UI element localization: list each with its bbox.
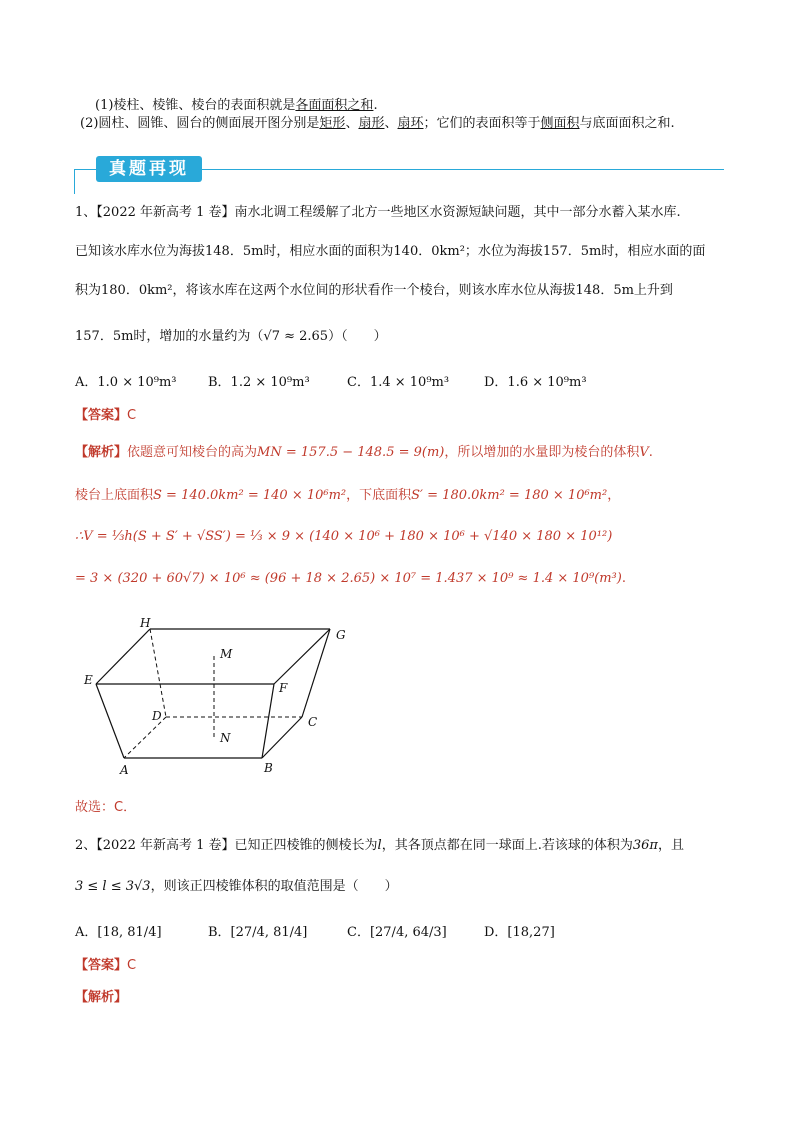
q1-analysis-line-1 [75,444,653,462]
analysis-math: V [639,445,649,460]
q1-conclusion: 故选：C． [75,800,137,815]
q2-text: 2、【2022 年新高考 1 卷】已知正四棱锥的侧棱长为 [75,838,378,853]
intro-underlined-text: 扇形 [358,116,385,131]
label-H: H [140,616,151,630]
q1-line-1: 1、【2022 年新高考 1 卷】南水北调工程缓解了北方一些地区水资源短缺问题，其中一部分水蓄入某水库. [75,205,681,220]
q1-line-3: 积为180．0km²，将该水库在这两个水位间的形状看作一个棱台，则该水库水位从海拔148．5m上升到 [75,283,673,298]
label-G: G [336,628,346,642]
analysis-text: ，所以增加的水量即为棱台的体积 [444,445,640,460]
q2-analysis-line [75,989,127,1007]
q2-text: ，则该正四棱锥体积的取值范围是（ ） [150,879,398,894]
intro-text: 、 [384,116,398,131]
intro-underlined-text: 各面面积之和 [295,98,374,113]
q2-line-2 [75,878,398,896]
analysis-text: ， [607,488,621,503]
q2-math: 3 ≤ l ≤ 3√3 [75,879,151,894]
analysis-text: 依题意可知棱台的高为 [127,445,258,460]
edge-EH [96,629,150,684]
intro-line-1 [95,97,378,115]
analysis-tag: 【解析】 [75,445,128,460]
intro-underlined-text: 侧面积 [540,116,580,131]
intro-text: 与底面面积之和. [579,116,675,131]
q1-analysis-line-2 [75,487,620,505]
analysis-text: . [621,571,626,586]
answer-value: C [127,408,137,423]
intro-underlined-text: 扇环 [397,116,424,131]
edge-HD [150,629,166,717]
q1-line-4: 157．5m时，增加的水量约为（√7 ≈ 2.65）（ ） [75,329,387,344]
intro-text: . [373,98,378,113]
intro-text: ；它们的表面积等于 [423,116,541,131]
q2-math: 36π [632,838,658,853]
q2-choice-c: C．[27/4, 64/3] [347,925,447,940]
intro-underlined-text: 矩形 [319,116,346,131]
answer-tag: 【答案】 [75,958,128,973]
label-B: B [264,761,273,775]
label-D: D [152,709,162,723]
section-header [68,150,724,194]
q1-analysis-line-3: ∴V = ⅓h(S + S′ + √SS′) = ⅓ × 9 × (140 × 10⁶ + 180 × 10⁶ + √140 × 180 × 10¹²) [75,529,613,544]
frustum-figure [80,612,360,782]
q2-choice-d: D．[18,27] [484,925,555,940]
edge-EA [96,684,124,758]
q2-line-1 [75,837,684,855]
analysis-text: ，下底面积 [346,488,412,503]
label-F: F [279,681,288,695]
q1-choice-d: D．1.6 × 10⁹m³ [484,375,587,390]
analysis-math: MN = 157.5 − 148.5 = 9(m) [257,445,445,460]
section-title: 真题再现 [109,159,189,179]
intro-line-2 [80,115,675,133]
q2-text: ，且 [657,838,684,853]
label-E: E [84,673,93,687]
label-C: C [308,715,318,729]
analysis-text: . [648,445,653,460]
q2-choice-a: A．[18, 81/4] [75,925,162,940]
analysis-tag: 【解析】 [75,990,128,1005]
q2-answer-line [75,957,136,975]
intro-text: 、 [345,116,359,131]
section-bracket [74,169,97,194]
q1-analysis-line-4 [75,570,626,588]
edge-DA [124,717,166,758]
q1-choice-a: A．1.0 × 10⁹m³ [75,375,177,390]
q1-choice-c: C．1.4 × 10⁹m³ [347,375,450,390]
answer-value: C [127,958,137,973]
analysis-math: S = 140.0km² = 140 × 10⁶m² [153,488,347,503]
label-N: N [220,731,231,745]
label-A: A [120,763,129,777]
q2-math: l [377,838,382,853]
q1-choice-b: B．1.2 × 10⁹m³ [208,375,310,390]
q2-text: ，其各顶点都在同一球面上.若该球的体积为 [381,838,633,853]
q1-line-2: 已知该水库水位为海拔148．5m时，相应水面的面积为140．0km²；水位为海拔157．5m时，相应水面的面 [75,244,706,259]
analysis-math: = 3 × (320 + 60√7) × 10⁶ ≈ (96 + 18 × 2.65) × 10⁷ = 1.437 × 10⁹ ≈ 1.4 × 10⁹(m³) [75,571,622,586]
label-M: M [220,647,233,661]
answer-tag: 【答案】 [75,408,128,423]
intro-text: (1)棱柱、棱锥、棱台的表面积就是 [95,98,296,113]
section-tab [96,156,202,182]
intro-text: (2)圆柱、圆锥、圆台的侧面展开图分别是 [80,116,320,131]
analysis-math: S′ = 180.0km² = 180 × 10⁶m² [411,488,608,503]
analysis-text: 棱台上底面积 [75,488,154,503]
q2-choice-b: B．[27/4, 81/4] [208,925,308,940]
q1-answer-line [75,407,136,425]
